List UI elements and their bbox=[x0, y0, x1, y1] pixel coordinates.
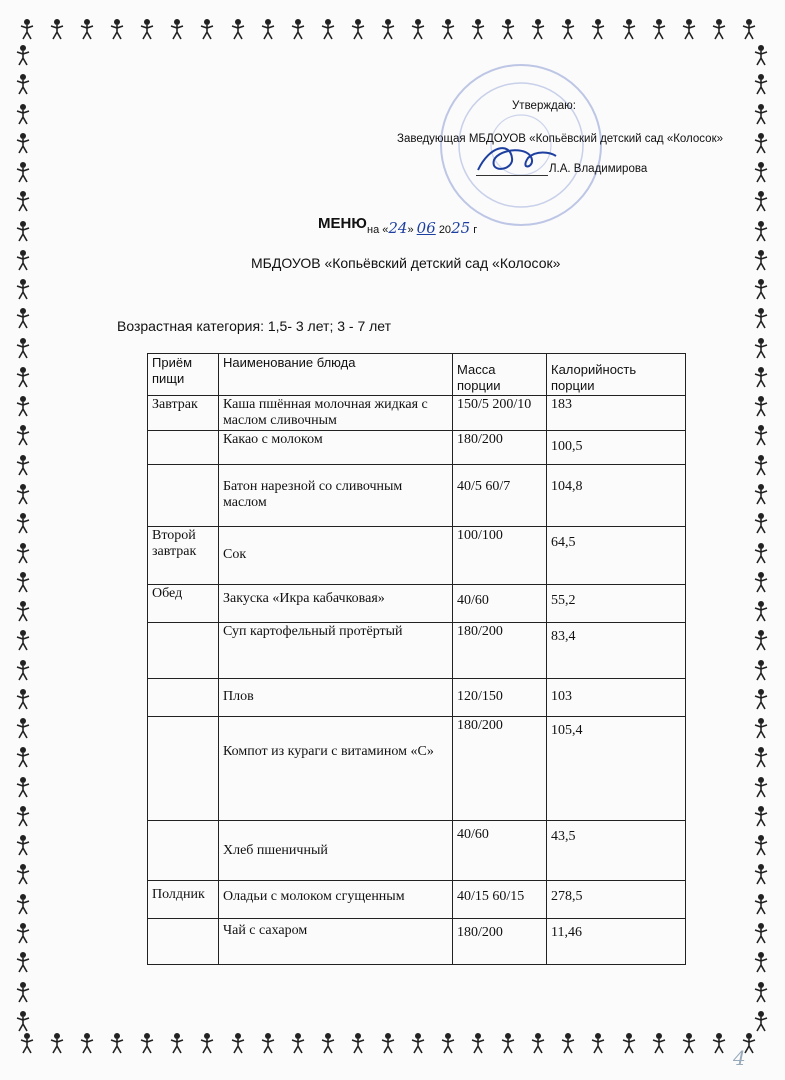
child-figure-icon bbox=[108, 1032, 126, 1054]
cell-mass: 180/200 bbox=[453, 623, 547, 679]
table-row bbox=[148, 623, 686, 679]
cell-calories: 104,8 bbox=[547, 465, 686, 527]
child-figure-icon bbox=[289, 18, 307, 40]
child-figure-icon bbox=[14, 249, 32, 271]
child-figure-icon bbox=[14, 44, 32, 66]
child-figure-icon bbox=[168, 18, 186, 40]
child-figure-icon bbox=[14, 981, 32, 1003]
approval-position: Заведующая МБДОУОВ «Копьёвский детский сад «Колосок» bbox=[397, 133, 723, 145]
table-row bbox=[148, 821, 686, 881]
child-figure-icon bbox=[48, 1032, 66, 1054]
cell-meal: Обед bbox=[148, 585, 219, 623]
date-year-suffix: г bbox=[473, 224, 478, 236]
cell-mass: 180/200 bbox=[453, 919, 547, 965]
cell-mass: 40/5 60/7 bbox=[453, 465, 547, 527]
child-figure-icon bbox=[752, 190, 770, 212]
child-figure-icon bbox=[752, 805, 770, 827]
child-figure-icon bbox=[752, 717, 770, 739]
cell-calories: 11,46 bbox=[547, 919, 686, 965]
child-figure-icon bbox=[680, 1032, 698, 1054]
child-figure-icon bbox=[14, 542, 32, 564]
cell-meal bbox=[148, 679, 219, 717]
table-row bbox=[148, 465, 686, 527]
child-figure-icon bbox=[752, 278, 770, 300]
cell-meal: Завтрак bbox=[148, 396, 219, 431]
date-mid: » bbox=[407, 224, 414, 236]
child-figure-icon bbox=[14, 73, 32, 95]
child-figure-icon bbox=[14, 571, 32, 593]
cell-calories: 103 bbox=[547, 679, 686, 717]
table-row bbox=[148, 881, 686, 919]
child-figure-icon bbox=[752, 483, 770, 505]
cell-dish: Хлеб пшеничный bbox=[219, 821, 453, 881]
child-figure-icon bbox=[108, 18, 126, 40]
date-month: 06 bbox=[416, 219, 436, 237]
child-figure-icon bbox=[752, 922, 770, 944]
cell-calories: 183 bbox=[547, 396, 686, 431]
child-figure-icon bbox=[620, 1032, 638, 1054]
child-figure-icon bbox=[14, 717, 32, 739]
child-figure-icon bbox=[229, 18, 247, 40]
child-figure-icon bbox=[752, 834, 770, 856]
cell-dish: Компот из кураги с витамином «С» bbox=[219, 717, 453, 821]
cell-meal bbox=[148, 919, 219, 965]
table-row bbox=[148, 919, 686, 965]
child-figure-icon bbox=[14, 307, 32, 329]
child-figure-icon bbox=[559, 18, 577, 40]
child-figure-icon bbox=[752, 103, 770, 125]
child-figure-icon bbox=[752, 44, 770, 66]
child-figure-icon bbox=[469, 1032, 487, 1054]
cell-calories: 83,4 bbox=[547, 623, 686, 679]
child-figure-icon bbox=[752, 424, 770, 446]
approval-title: Утверждаю: bbox=[512, 100, 576, 112]
child-figure-icon bbox=[752, 307, 770, 329]
child-figure-icon bbox=[710, 1032, 728, 1054]
cell-mass: 180/200 bbox=[453, 431, 547, 465]
child-figure-icon bbox=[752, 512, 770, 534]
cell-calories: 100,5 bbox=[547, 431, 686, 465]
cell-dish: Оладьи с молоком сгущенным bbox=[219, 881, 453, 919]
child-figure-icon bbox=[469, 18, 487, 40]
table-row bbox=[148, 679, 686, 717]
child-figure-icon bbox=[752, 659, 770, 681]
child-figure-icon bbox=[620, 18, 638, 40]
child-figure-icon bbox=[14, 483, 32, 505]
child-figure-icon bbox=[752, 600, 770, 622]
child-figure-icon bbox=[752, 776, 770, 798]
page-number: 4 bbox=[733, 1046, 746, 1070]
child-figure-icon bbox=[409, 18, 427, 40]
child-figure-icon bbox=[229, 1032, 247, 1054]
institution-name: МБДОУОВ «Копьёвский детский сад «Колосок» bbox=[251, 255, 561, 271]
child-figure-icon bbox=[319, 1032, 337, 1054]
child-figure-icon bbox=[752, 161, 770, 183]
child-figure-icon bbox=[14, 834, 32, 856]
cell-dish: Батон нарезной со сливочным маслом bbox=[219, 465, 453, 527]
signature bbox=[470, 140, 560, 180]
child-figure-icon bbox=[319, 18, 337, 40]
decorative-border-right bbox=[752, 44, 770, 1032]
child-figure-icon bbox=[752, 571, 770, 593]
cell-calories: 64,5 bbox=[547, 527, 686, 585]
child-figure-icon bbox=[752, 220, 770, 242]
child-figure-icon bbox=[259, 1032, 277, 1054]
child-figure-icon bbox=[752, 454, 770, 476]
child-figure-icon bbox=[752, 893, 770, 915]
child-figure-icon bbox=[18, 1032, 36, 1054]
child-figure-icon bbox=[529, 18, 547, 40]
child-figure-icon bbox=[752, 73, 770, 95]
child-figure-icon bbox=[14, 893, 32, 915]
child-figure-icon bbox=[14, 600, 32, 622]
menu-table bbox=[147, 353, 686, 965]
cell-mass: 100/100 bbox=[453, 527, 547, 585]
cell-mass: 180/200 bbox=[453, 717, 547, 821]
cell-dish: Сок bbox=[219, 527, 453, 585]
child-figure-icon bbox=[439, 1032, 457, 1054]
cell-meal bbox=[148, 821, 219, 881]
signature-line bbox=[476, 175, 548, 176]
child-figure-icon bbox=[14, 922, 32, 944]
date-year-prefix: 20 bbox=[438, 224, 452, 236]
child-figure-icon bbox=[752, 629, 770, 651]
cell-dish: Какао с молоком bbox=[219, 431, 453, 465]
child-figure-icon bbox=[14, 512, 32, 534]
child-figure-icon bbox=[752, 688, 770, 710]
child-figure-icon bbox=[168, 1032, 186, 1054]
header-meal: Приём пищи bbox=[148, 354, 219, 396]
child-figure-icon bbox=[409, 1032, 427, 1054]
child-figure-icon bbox=[14, 659, 32, 681]
table-row bbox=[148, 717, 686, 821]
child-figure-icon bbox=[18, 18, 36, 40]
child-figure-icon bbox=[499, 1032, 517, 1054]
child-figure-icon bbox=[752, 132, 770, 154]
child-figure-icon bbox=[138, 1032, 156, 1054]
child-figure-icon bbox=[14, 776, 32, 798]
menu-title: МЕНЮ bbox=[318, 215, 367, 232]
child-figure-icon bbox=[439, 18, 457, 40]
child-figure-icon bbox=[14, 190, 32, 212]
cell-meal: Второй завтрак bbox=[148, 527, 219, 585]
cell-dish: Плов bbox=[219, 679, 453, 717]
child-figure-icon bbox=[48, 18, 66, 40]
child-figure-icon bbox=[14, 805, 32, 827]
header-mass: Масса порции bbox=[453, 354, 547, 396]
child-figure-icon bbox=[349, 18, 367, 40]
child-figure-icon bbox=[14, 103, 32, 125]
child-figure-icon bbox=[379, 18, 397, 40]
child-figure-icon bbox=[14, 395, 32, 417]
child-figure-icon bbox=[710, 18, 728, 40]
cell-calories: 43,5 bbox=[547, 821, 686, 881]
child-figure-icon bbox=[14, 454, 32, 476]
child-figure-icon bbox=[752, 249, 770, 271]
child-figure-icon bbox=[78, 18, 96, 40]
table-row bbox=[148, 431, 686, 465]
child-figure-icon bbox=[14, 629, 32, 651]
child-figure-icon bbox=[14, 688, 32, 710]
child-figure-icon bbox=[752, 337, 770, 359]
header-calories: Калорийность порции bbox=[547, 354, 686, 396]
child-figure-icon bbox=[752, 981, 770, 1003]
child-figure-icon bbox=[289, 1032, 307, 1054]
child-figure-icon bbox=[680, 18, 698, 40]
age-category: Возрастная категория: 1,5- 3 лет; 3 - 7 лет bbox=[117, 318, 392, 334]
child-figure-icon bbox=[14, 951, 32, 973]
cell-mass: 40/60 bbox=[453, 585, 547, 623]
date-year: 25 bbox=[451, 219, 471, 237]
cell-dish: Закуска «Икра кабачковая» bbox=[219, 585, 453, 623]
child-figure-icon bbox=[559, 1032, 577, 1054]
table-row bbox=[148, 527, 686, 585]
cell-meal: Полдник bbox=[148, 881, 219, 919]
child-figure-icon bbox=[379, 1032, 397, 1054]
cell-mass: 40/60 bbox=[453, 821, 547, 881]
child-figure-icon bbox=[78, 1032, 96, 1054]
cell-mass: 150/5 200/10 bbox=[453, 396, 547, 431]
child-figure-icon bbox=[499, 18, 517, 40]
child-figure-icon bbox=[138, 18, 156, 40]
child-figure-icon bbox=[14, 366, 32, 388]
cell-dish: Чай с сахаром bbox=[219, 919, 453, 965]
cell-meal bbox=[148, 431, 219, 465]
child-figure-icon bbox=[589, 18, 607, 40]
child-figure-icon bbox=[14, 220, 32, 242]
cell-dish: Каша пшённая молочная жидкая с маслом сливочным bbox=[219, 396, 453, 431]
child-figure-icon bbox=[14, 746, 32, 768]
decorative-border-left bbox=[14, 44, 32, 1032]
cell-calories: 278,5 bbox=[547, 881, 686, 919]
cell-meal bbox=[148, 717, 219, 821]
cell-calories: 55,2 bbox=[547, 585, 686, 623]
table-header-row bbox=[148, 354, 686, 396]
approval-name: Л.А. Владимирова bbox=[549, 163, 648, 175]
child-figure-icon bbox=[752, 1010, 770, 1032]
cell-mass: 40/15 60/15 bbox=[453, 881, 547, 919]
cell-mass: 120/150 bbox=[453, 679, 547, 717]
cell-meal bbox=[148, 465, 219, 527]
child-figure-icon bbox=[752, 746, 770, 768]
date-day: 24 bbox=[388, 219, 408, 237]
child-figure-icon bbox=[740, 18, 758, 40]
child-figure-icon bbox=[650, 1032, 668, 1054]
child-figure-icon bbox=[198, 1032, 216, 1054]
child-figure-icon bbox=[650, 18, 668, 40]
header-dish: Наименование блюда bbox=[219, 354, 453, 396]
child-figure-icon bbox=[589, 1032, 607, 1054]
child-figure-icon bbox=[14, 337, 32, 359]
child-figure-icon bbox=[14, 863, 32, 885]
cell-meal bbox=[148, 623, 219, 679]
child-figure-icon bbox=[198, 18, 216, 40]
child-figure-icon bbox=[14, 1010, 32, 1032]
date-prefix: на « bbox=[367, 224, 389, 236]
child-figure-icon bbox=[14, 424, 32, 446]
child-figure-icon bbox=[259, 18, 277, 40]
child-figure-icon bbox=[14, 278, 32, 300]
child-figure-icon bbox=[752, 542, 770, 564]
menu-date bbox=[367, 219, 477, 237]
child-figure-icon bbox=[752, 366, 770, 388]
decorative-border-bottom bbox=[18, 1032, 758, 1054]
table-row bbox=[148, 396, 686, 431]
child-figure-icon bbox=[14, 161, 32, 183]
child-figure-icon bbox=[349, 1032, 367, 1054]
cell-calories: 105,4 bbox=[547, 717, 686, 821]
cell-dish: Суп картофельный протёртый bbox=[219, 623, 453, 679]
child-figure-icon bbox=[529, 1032, 547, 1054]
child-figure-icon bbox=[752, 395, 770, 417]
child-figure-icon bbox=[14, 132, 32, 154]
child-figure-icon bbox=[752, 863, 770, 885]
child-figure-icon bbox=[752, 951, 770, 973]
decorative-border-top bbox=[18, 18, 758, 40]
table-row bbox=[148, 585, 686, 623]
